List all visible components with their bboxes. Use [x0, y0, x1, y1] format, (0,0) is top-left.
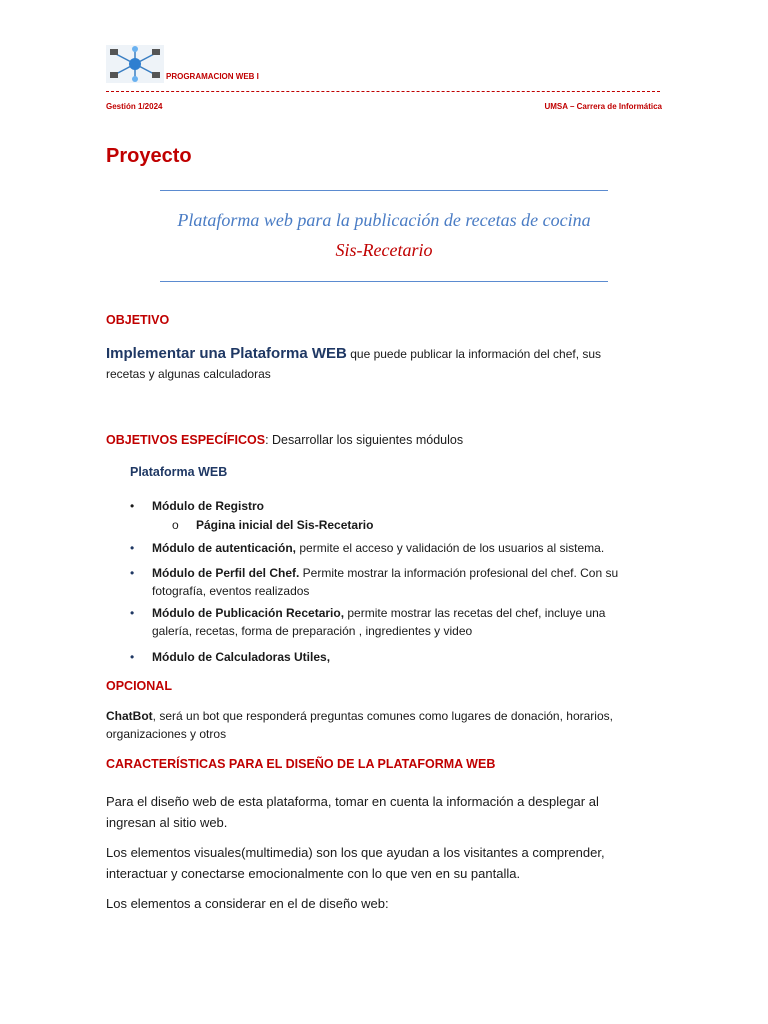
network-logo-icon	[106, 45, 164, 83]
bullet-icon: •	[130, 606, 135, 620]
caracteristicas-paragraph-2	[106, 842, 662, 884]
subitem-title: Página inicial del Sis-Recetario	[196, 518, 374, 532]
circle-bullet-icon: o	[172, 518, 179, 532]
item-title: Módulo de Publicación Recetario,	[152, 606, 345, 620]
caracteristicas-paragraph-1	[106, 791, 662, 833]
opcional-heading: OPCIONAL	[106, 679, 172, 693]
chatbot-label: ChatBot	[106, 709, 153, 723]
bullet-icon: •	[130, 541, 135, 555]
caracteristicas-heading: CARACTERÍSTICAS PARA EL DISEÑO DE LA PLATAFORMA WEB	[106, 757, 496, 771]
page-title: Proyecto	[106, 145, 192, 167]
opcional-text-line2: organizaciones y otros	[106, 727, 227, 741]
item-text-line2: fotografía, eventos realizados	[152, 584, 310, 598]
bullet-icon: •	[130, 566, 135, 580]
platform-subheading: Plataforma WEB	[130, 465, 228, 479]
course-name: PROGRAMACION WEB I	[166, 72, 259, 81]
item-title: Módulo de Registro	[152, 499, 264, 513]
especificos-text: : Desarrollar los siguientes módulos	[265, 433, 464, 447]
paragraph-line: interactuar y conectarse emocionalmente con lo que ven en su pantalla.	[106, 866, 521, 881]
item-text: permite el acceso y validación de los usuarios al sistema.	[296, 541, 605, 555]
project-name: Sis-Recetario	[335, 240, 433, 260]
item-title: Módulo de Calculadoras Utiles,	[152, 650, 331, 664]
title-divider-top	[160, 190, 608, 191]
paragraph-line: Para el diseño web de esta plataforma, tomar en cuenta la información a desplegar al	[106, 794, 599, 809]
paragraph-line: ingresan al sitio web.	[106, 815, 228, 830]
objetivo-heading: OBJETIVO	[106, 313, 170, 327]
title-divider-bottom	[160, 281, 608, 282]
objetivo-text-line2: recetas y algunas calculadoras	[106, 367, 271, 381]
item-title: Módulo de autenticación,	[152, 541, 297, 555]
caracteristicas-paragraph-3: Los elementos a considerar en el de diseño web:	[106, 896, 389, 911]
bullet-icon: •	[130, 499, 135, 513]
objetivo-text: que puede publicar la información del chef, sus	[346, 347, 602, 361]
term-label: Gestión 1/2024	[106, 102, 163, 111]
institution-label: UMSA – Carrera de Informática	[544, 102, 662, 111]
item-text: Permite mostrar la información profesional del chef. Con su	[299, 566, 619, 580]
objetivo-paragraph	[106, 344, 662, 384]
item-title: Módulo de Perfil del Chef.	[152, 566, 300, 580]
especificos-heading: OBJETIVOS ESPECÍFICOS	[106, 433, 266, 447]
especificos-paragraph	[106, 430, 662, 450]
opcional-text: , será un bot que responderá preguntas comunes como lugares de donación, horarios,	[152, 709, 613, 723]
bullet-icon: •	[130, 650, 135, 664]
header-divider	[106, 91, 660, 92]
project-subtitle: Plataforma web para la publicación de recetas de cocina	[177, 210, 591, 230]
paragraph-line: Los elementos visuales(multimedia) son los que ayudan a los visitantes a comprender,	[106, 845, 605, 860]
item-text-line2: galería, recetas, forma de preparación , ingredientes y video	[152, 624, 473, 638]
objetivo-highlight: Implementar una Plataforma WEB	[106, 345, 347, 362]
item-text: permite mostrar las recetas del chef, incluye una	[344, 606, 606, 620]
opcional-paragraph	[106, 707, 662, 743]
